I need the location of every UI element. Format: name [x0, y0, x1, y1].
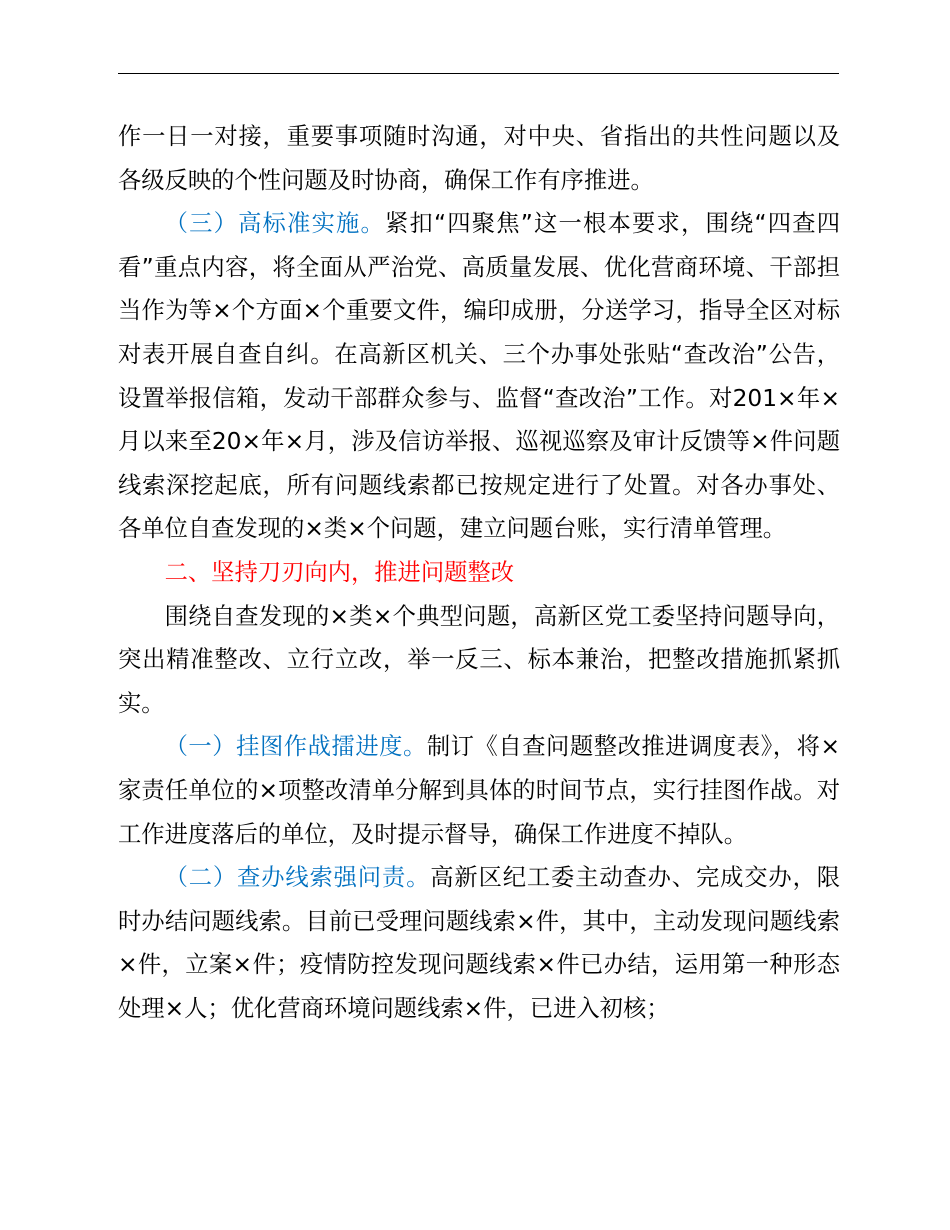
paragraph-battle-map-progress [118, 725, 840, 856]
paragraph-text: 作一日一对接，重要事项随时沟通，对中央、省指出的共性问题以及各级反映的个性问题及时协商，确保工作有序推进。 [118, 123, 840, 194]
paragraph-text: 高新区纪工委主动查办、完成交办，限时办结问题线索。目前已受理问题线索×件，其中，主动发现问题线索×件，立案×件；疫情防控发现问题线索×件已办结，运用第一种形态处理×人；优化营商环境问题线索×件，已进入初核； [118, 864, 841, 1022]
sub-heading: （一）挂图作战擂进度。 [164, 733, 427, 761]
sub-heading: （二）查办线索强问责。 [164, 864, 431, 892]
header-rule [118, 73, 839, 74]
paragraph-text: 制订《自查问题整改推进调度表》，将×家责任单位的×项整改清单分解到具体的时间节点，实行挂图作战。对工作进度落后的单位，及时提示督导，确保工作进度不掉队。 [118, 733, 841, 848]
section-heading: 二、坚持刀刃向内，推进问题整改 [164, 558, 515, 586]
paragraph-text: 围绕自查发现的×类×个典型问题，高新区党工委坚持问题导向，突出精准整改、立行立改，举一反三、标本兼治，把整改措施抓紧抓实。 [118, 602, 840, 717]
document-body [118, 115, 840, 1030]
paragraph-high-standard-implementation [118, 202, 840, 551]
sub-heading: （三）高标准实施。 [164, 210, 386, 238]
paragraph-continued [118, 115, 840, 202]
paragraph-section-intro [118, 595, 840, 726]
paragraph-investigate-clues [118, 856, 840, 1030]
paragraph-text: 紧扣“四聚焦”这一根本要求，围绕“四查四看”重点内容，将全面从严治党、高质量发展、优化营商环境、干部担当作为等×个方面×个重要文件，编印成册，分送学习，指导全区对标对表开展自查自纠。在高新区机关、三个办事处张贴“查改治”公告，设置举报信箱，发动干部群众参与、监督“查改治”工作。对201×年×月以来至20×年×月，涉及信访举报、巡视巡察及审计反馈等×件问题线索深挖起底，所有问题线索都已按规定进行了处置。对各办事处、各单位自查发现的×类×个问题，建立问题台账，实行清单管理。 [118, 210, 840, 543]
